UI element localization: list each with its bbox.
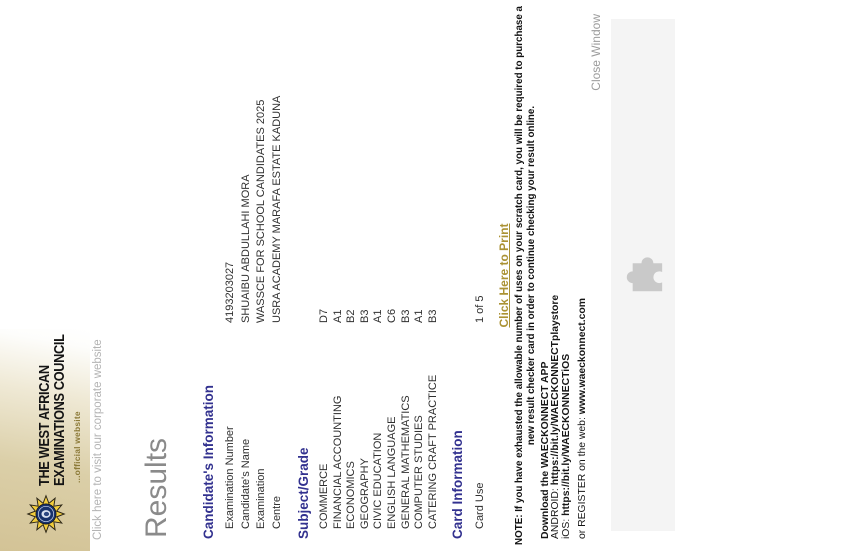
grade-value: B3 <box>399 309 412 323</box>
candidate-information-heading: Candidate's Information <box>201 385 216 539</box>
row-label: Examination <box>255 468 267 529</box>
table-row <box>318 10 332 529</box>
ios-url: https://bit.ly/WAECKONNECTiOS <box>560 353 572 516</box>
card-information-table <box>474 10 489 529</box>
scratch-card-note <box>514 0 539 551</box>
card-information-heading: Card Information <box>450 430 465 539</box>
close-window-link[interactable]: Close Window <box>589 14 603 91</box>
register-on-web-line <box>577 298 588 539</box>
grade-value: B3 <box>358 309 371 323</box>
corporate-website-link[interactable]: Click here to visit our corporate website <box>92 339 104 540</box>
row-label: Card Use <box>474 482 486 529</box>
row-value: 4193203027 <box>224 261 236 323</box>
waec-banner-title <box>38 334 68 486</box>
register-url: www.waeckonnect.com <box>577 297 588 415</box>
subject-grade-heading: Subject/Grade <box>296 447 311 539</box>
puzzle-plugin-icon <box>615 247 671 303</box>
banner-tagline: ...official website <box>72 411 82 483</box>
grade-value: A1 <box>372 309 385 323</box>
subject-label: ECONOMICS <box>345 461 358 529</box>
row-value: USRA ACADEMY MARAFA ESTATE KADUNA <box>270 95 283 323</box>
table-row <box>413 10 427 529</box>
subject-label: GEOGRAPHY <box>358 458 371 529</box>
table-row <box>224 10 240 529</box>
row-label: Examination Number <box>224 426 236 529</box>
ios-line <box>562 295 572 539</box>
grade-value: B2 <box>345 309 358 323</box>
register-label: or REGISTER on the web: <box>577 414 588 539</box>
row-label: Centre <box>270 495 283 529</box>
table-row <box>372 10 386 529</box>
ios-label: iOS: <box>560 515 572 539</box>
grade-value: B3 <box>426 309 439 323</box>
row-value: 1 of 5 <box>474 295 486 323</box>
note-line1: NOTE: If you have exhausted the allowable number of uses on your scratch card, you will be required to purchase a <box>514 6 525 545</box>
grade-value: A1 <box>331 309 344 323</box>
row-value: SHUAIBU ABDULLAHI MORA <box>239 174 252 323</box>
grade-value: C6 <box>385 308 398 323</box>
banner-title-line1: THE WEST AFRICAN <box>37 365 53 486</box>
candidate-information-table <box>224 10 286 529</box>
subject-label: GENERAL MATHEMATICS <box>399 395 412 529</box>
table-row <box>271 10 287 529</box>
table-row <box>332 10 346 529</box>
grade-value: A1 <box>413 309 426 323</box>
download-app-heading: Download the WAECKONNECT APP <box>540 361 551 539</box>
grade-value: D7 <box>318 308 330 323</box>
table-row <box>386 10 400 529</box>
table-row <box>400 10 414 529</box>
subject-label: ENGLISH LANGUAGE <box>385 416 398 529</box>
table-row <box>345 10 359 529</box>
table-row <box>359 10 373 529</box>
waec-header-banner <box>0 329 90 551</box>
subject-label: FINANCIAL ACCOUNTING <box>331 395 344 529</box>
banner-title-line2: EXAMINATIONS COUNCIL <box>52 334 68 486</box>
android-label: ANDROID: <box>550 485 562 539</box>
table-row <box>427 10 441 529</box>
waec-logo-icon <box>22 490 70 538</box>
row-label: Candidate's Name <box>239 438 252 529</box>
table-row <box>255 10 271 529</box>
subject-grade-table <box>318 10 440 529</box>
embedded-plugin-panel <box>611 19 675 531</box>
table-row <box>240 10 256 529</box>
subject-label: COMPUTER STUDIES <box>413 415 426 529</box>
page-title: Results <box>140 437 173 538</box>
note-line2: new result checker card in order to continue checking your result online. <box>526 105 538 446</box>
android-url: https://bit.ly/WAECKONNECTplaystore <box>550 294 562 486</box>
subject-label: CIVIC EDUCATION <box>372 432 385 529</box>
row-value: WASSCE FOR SCHOOL CANDIDATES 2025 <box>255 99 267 323</box>
waeckonnect-download-block <box>541 295 572 539</box>
click-here-to-print-link[interactable]: Click Here to Print <box>497 223 511 328</box>
table-row <box>474 10 489 529</box>
subject-label: CATERING CRAFT PRACTICE <box>426 374 439 529</box>
subject-label: COMMERCE <box>318 463 330 529</box>
